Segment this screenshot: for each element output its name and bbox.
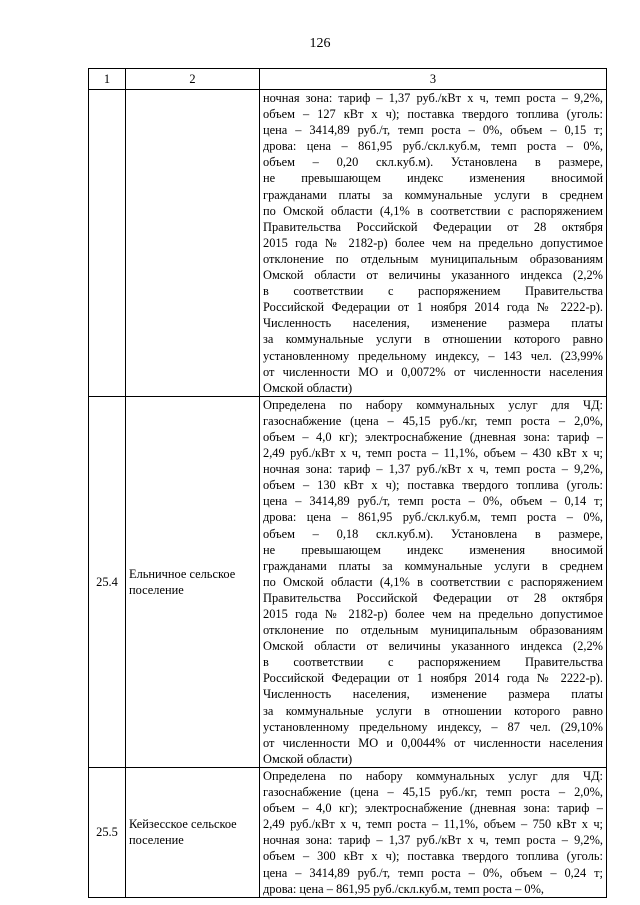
settlement-name	[126, 90, 260, 397]
description-line: не превышающем индекс изменения вносимой	[263, 542, 603, 557]
table-row	[89, 767, 607, 897]
description-line: цена – 3414,89 руб./т, темп роста – 0%, объем – 0,24 т;	[263, 865, 603, 880]
table-row	[89, 396, 607, 767]
description-line: по Омской области (4,1% в соответствии с распоряжением	[263, 203, 603, 218]
description-line: дрова: цена – 861,95 руб./скл.куб.м, темп роста – 0%,	[263, 881, 545, 896]
row-number	[89, 90, 126, 397]
description-line: дрова: цена – 861,95 руб./скл.куб.м, темп роста – 0%,	[263, 510, 603, 525]
description-line: объем – 130 кВт х ч); поставка твердого топлива (уголь:	[263, 478, 603, 493]
description-line: Правительства Российской Федерации от 28 октября	[263, 590, 603, 605]
page-number: 126	[309, 36, 331, 51]
description-line: 2,49 руб./кВт х ч, темп роста – 11,1%, объем – 750 кВт х ч;	[263, 817, 603, 832]
row-number: 25.4	[89, 396, 126, 767]
description-line: Численность населения, изменение размера платы	[263, 316, 603, 331]
description-line: 2,49 руб./кВт х ч, темп роста – 11,1%, объем – 430 кВт х ч;	[263, 446, 603, 461]
row-number: 25.5	[89, 767, 126, 897]
description-line: за коммунальные услуги в отношении которого равно	[263, 703, 603, 718]
description-line: Омской области)	[263, 380, 353, 395]
description-line: в соответствии с распоряжением Правительства	[263, 655, 603, 670]
description-line: от численности МО и 0,0072% от численности населения	[263, 364, 603, 379]
description-line: отклонение по отдельным муниципальным образованиям	[263, 251, 603, 266]
settlement-name: Ельничное сельское поселение	[126, 396, 260, 767]
description-line: за коммунальные услуги в отношении которого равно	[263, 332, 603, 347]
description-line: Определена по набору коммунальных услуг для ЧД:	[263, 397, 603, 412]
description-cell	[260, 767, 607, 897]
description-line: 2015 года № 2182-р) более чем на предельно допустимое	[263, 235, 603, 250]
description-line: объем – 300 кВт х ч); поставка твердого топлива (уголь:	[263, 849, 603, 864]
description-line: объем – 127 кВт х ч); поставка твердого топлива (уголь:	[263, 107, 603, 122]
description-cell	[260, 396, 607, 767]
table-row	[89, 90, 607, 397]
settlement-name: Кейзесское сельское поселение	[126, 767, 260, 897]
description-line: в соответствии с распоряжением Правительства	[263, 284, 603, 299]
header-col-2: 2	[126, 69, 260, 90]
description-line: дрова: цена – 861,95 руб./скл.куб.м, темп роста – 0%,	[263, 139, 603, 154]
municipal-table	[88, 68, 607, 898]
description-line: Омской области от величины указанного индекса (2,2%	[263, 268, 603, 283]
description-cell	[260, 90, 607, 397]
description-line: объем – 4,0 кг); электроснабжение (дневная зона: тариф –	[263, 429, 603, 444]
description-line: Определена по набору коммунальных услуг для ЧД:	[263, 768, 603, 783]
description-line: Численность населения, изменение размера платы	[263, 687, 603, 702]
description-line: объем – 4,0 кг); электроснабжение (дневная зона: тариф –	[263, 801, 603, 816]
header-col-1: 1	[89, 69, 126, 90]
description-line: объем – 0,20 скл.куб.м). Установлена в размере,	[263, 155, 603, 170]
description-line: Российской Федерации от 1 ноября 2014 года № 2222-р).	[263, 300, 603, 315]
description-line: газоснабжение (цена – 45,15 руб./кг, темп роста – 2,0%,	[263, 413, 603, 428]
description-line: ночная зона: тариф – 1,37 руб./кВт х ч, темп роста – 9,2%,	[263, 833, 603, 848]
description-line: Российской Федерации от 1 ноября 2014 года № 2222-р).	[263, 671, 603, 686]
description-line: не превышающем индекс изменения вносимой	[263, 171, 603, 186]
description-line: по Омской области (4,1% в соответствии с распоряжением	[263, 574, 603, 589]
description-line: ночная зона: тариф – 1,37 руб./кВт х ч, темп роста – 9,2%,	[263, 462, 603, 477]
description-line: установленному предельному индексу, – 87 чел. (29,10%	[263, 719, 603, 734]
description-line: ночная зона: тариф – 1,37 руб./кВт х ч, темп роста – 9,2%,	[263, 91, 603, 105]
description-line: гражданами платы за коммунальные услуги в среднем	[263, 558, 603, 573]
description-line: отклонение по отдельным муниципальным образованиям	[263, 623, 603, 638]
description-line: Омской области от величины указанного индекса (2,2%	[263, 639, 603, 654]
header-col-3: 3	[260, 69, 607, 90]
description-line: объем – 0,18 скл.куб.м). Установлена в размере,	[263, 526, 603, 541]
description-line: цена – 3414,89 руб./т, темп роста – 0%, объем – 0,15 т;	[263, 123, 603, 138]
description-line: 2015 года № 2182-р) более чем на предельно допустимое	[263, 607, 603, 621]
header-row	[89, 69, 607, 90]
description-line: установленному предельному индексу, – 143 чел. (23,99%	[263, 348, 603, 363]
description-line: Омской области)	[263, 751, 353, 766]
description-line: гражданами платы за коммунальные услуги в среднем	[263, 187, 603, 202]
description-line: газоснабжение (цена – 45,15 руб./кг, темп роста – 2,0%,	[263, 785, 603, 800]
description-line: цена – 3414,89 руб./т, темп роста – 0%, объем – 0,14 т;	[263, 494, 603, 509]
description-line: от численности МО и 0,0044% от численности населения	[263, 735, 603, 750]
description-line: Правительства Российской Федерации от 28 октября	[263, 219, 603, 234]
